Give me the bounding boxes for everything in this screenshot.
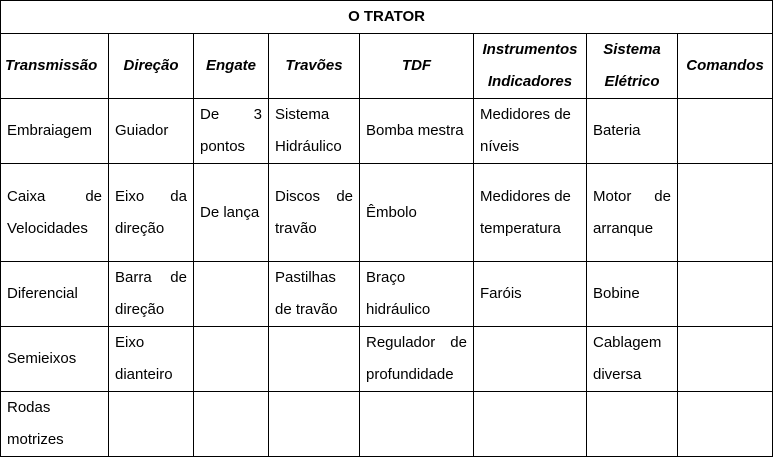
table-cell: Bomba mestra <box>360 99 474 164</box>
header-comandos: Comandos <box>678 34 773 99</box>
table-cell <box>678 164 773 262</box>
table-cell: Caixa de Velocidades <box>1 164 109 262</box>
table-row <box>1 99 773 164</box>
table-cell <box>474 327 587 392</box>
table-cell: Faróis <box>474 262 587 327</box>
table-cell: Êmbolo <box>360 164 474 262</box>
table-row <box>1 164 773 262</box>
table-cell <box>269 392 360 457</box>
table-cell <box>678 327 773 392</box>
table-cell: Regulador de profundidade <box>360 327 474 392</box>
table-cell <box>678 99 773 164</box>
table-cell <box>587 392 678 457</box>
table-cell <box>194 392 269 457</box>
header-tdf: TDF <box>360 34 474 99</box>
table-cell: De lança <box>194 164 269 262</box>
header-transmissao: Transmissão <box>1 34 109 99</box>
table-cell <box>474 392 587 457</box>
table-cell: Pastilhas de travão <box>269 262 360 327</box>
table-cell: Discos de travão <box>269 164 360 262</box>
table-row <box>1 262 773 327</box>
table-cell: Braço hidráulico <box>360 262 474 327</box>
table-cell <box>194 327 269 392</box>
table-cell: Cablagem diversa <box>587 327 678 392</box>
table-cell <box>360 392 474 457</box>
table-row <box>1 392 773 457</box>
table-cell <box>194 262 269 327</box>
header-sistema-eletrico: Sistema Elétrico <box>587 34 678 99</box>
header-direcao: Direção <box>109 34 194 99</box>
header-engate: Engate <box>194 34 269 99</box>
table-cell <box>269 327 360 392</box>
table-cell: Semieixos <box>1 327 109 392</box>
table-cell: De 3 pontos <box>194 99 269 164</box>
table-cell: Sistema Hidráulico <box>269 99 360 164</box>
table-title: O TRATOR <box>1 1 773 34</box>
table-cell <box>678 392 773 457</box>
table-cell: Diferencial <box>1 262 109 327</box>
table-cell: Medidores de níveis <box>474 99 587 164</box>
table-cell: Guiador <box>109 99 194 164</box>
table-cell: Motor de arranque <box>587 164 678 262</box>
table-cell: Barra de direção <box>109 262 194 327</box>
table-cell: Rodas motrizes <box>1 392 109 457</box>
table-cell <box>109 392 194 457</box>
table-cell: Eixo da direção <box>109 164 194 262</box>
table-cell: Embraiagem <box>1 99 109 164</box>
header-instrumentos-indicadores: Instrumentos Indicadores <box>474 34 587 99</box>
header-travoes: Travões <box>269 34 360 99</box>
table-cell: Bobine <box>587 262 678 327</box>
table-cell <box>678 262 773 327</box>
table-cell: Bateria <box>587 99 678 164</box>
table-row <box>1 327 773 392</box>
table-cell: Medidores de temperatura <box>474 164 587 262</box>
table-cell: Eixo dianteiro <box>109 327 194 392</box>
